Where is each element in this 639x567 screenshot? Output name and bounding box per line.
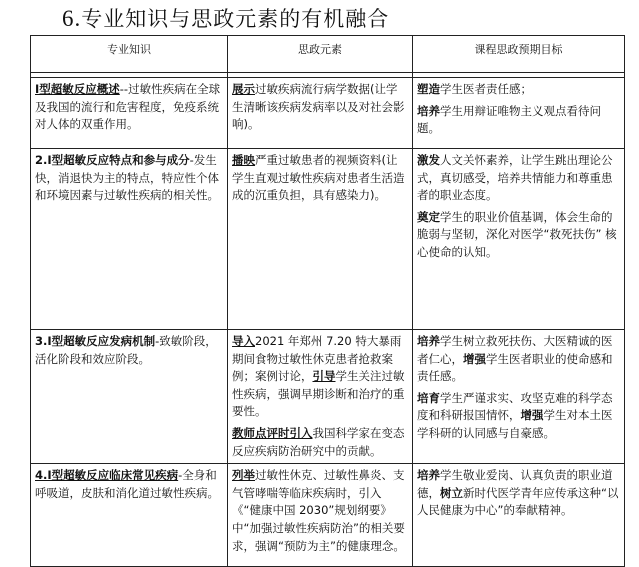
table-row	[31, 78, 625, 149]
element-text: 过敏性休克、过敏性鼻炎、支气管哮喘等临床疾病时，引入《“健康中国 2030”规划纲要》中“加强过敏性疾病防治”的相关要求，强调“预防为主”的健康理念。	[232, 468, 405, 553]
goal-text: 学生医者责任感；	[440, 82, 532, 96]
goal-key: 增强	[463, 351, 486, 366]
goal-cell	[413, 464, 625, 567]
knowledge-text: -发生快，消退快为主的特点，特应性个体和环境因素与过敏性疾病的相关性。	[35, 153, 219, 203]
element-cell	[228, 78, 413, 149]
section-title	[62, 3, 389, 35]
goal-text: 学生树立救死扶伤、大医精诚的医者仁心，	[417, 334, 613, 366]
goal-key: 塑造	[417, 82, 440, 96]
goal-text: 学生严谨求实、攻坚克难的科学态度和科研报国情怀，	[417, 390, 613, 423]
goal-key: 增强	[520, 408, 544, 423]
header-element: 思政元素	[228, 36, 413, 73]
element-text: 严重过敏患者的视频资料(让学生直观过敏性疾病对患者生活造成的沉重负担，具有感染力)。	[232, 153, 405, 203]
goal-key: 培养	[417, 334, 440, 348]
goal-key: 培育	[417, 390, 440, 405]
goal-key: 培养	[417, 468, 440, 483]
goal-cell	[413, 149, 625, 330]
element-text: 学生关注过敏性疾病，强调早期诊断和治疗的重要性。	[232, 369, 405, 419]
element-key: 引导	[312, 369, 336, 384]
goal-cell	[413, 330, 625, 464]
element-key: 导入	[232, 334, 255, 348]
goal-text: 人文关怀素养，让学生跳出理论公式，真切感受，培养共情能力和尊重患者的职业态度。	[417, 153, 613, 203]
table-row	[31, 330, 625, 464]
table-row	[31, 464, 625, 567]
element-key: 播映	[232, 153, 255, 167]
element-text: 2021 年郑州 7.20 特大暴雨期间食物过敏性休克患者抢救案例；案例讨论，	[232, 334, 402, 384]
goal-text: 学生对本土医学科研的认同感与自豪感。	[417, 408, 613, 440]
goal-text: 学生用辩证唯物主义观点看待问题。	[417, 103, 601, 136]
section-heading: 专业知识与思政元素的有机融合	[81, 7, 390, 31]
element-cell	[228, 464, 413, 567]
element-cell	[228, 149, 413, 330]
knowledge-cell	[31, 78, 228, 149]
knowledge-title: Ⅰ型超敏反应概述	[35, 82, 120, 96]
integration-table	[30, 35, 625, 567]
goal-text: 新时代医学青年应传承这种“以人民健康为中心”的奉献精神。	[417, 485, 619, 518]
knowledge-title: 3.Ⅰ型超敏反应发病机制	[35, 334, 156, 348]
knowledge-text: --过敏性疾病在全球及我国的流行和危害程度，免疫系统对人体的双重作用。	[35, 82, 221, 132]
table-row	[31, 149, 625, 330]
header-knowledge: 专业知识	[31, 36, 228, 73]
knowledge-title: 2.Ⅰ型超敏反应特点和参与成分	[35, 153, 190, 167]
goal-text: 学生医者职业的使命感和责任感。	[417, 351, 613, 384]
knowledge-cell	[31, 149, 228, 330]
element-key: 教师点评时引入	[232, 425, 313, 440]
table-header-row	[31, 36, 625, 73]
knowledge-cell	[31, 464, 228, 567]
goal-text: 学生敬业爱岗、认真负责的职业道德，	[417, 468, 613, 500]
element-text: 我国科学家在变态反应疾病防治研究中的贡献。	[232, 425, 405, 458]
goal-text: 学生的职业价值基调，体会生命的脆弱与坚韧，深化对医学“救死扶伤” 核心使命的认知。	[417, 209, 617, 259]
knowledge-cell	[31, 330, 228, 464]
goal-key: 树立	[440, 485, 463, 500]
element-text: 过敏疾病流行病学数据(让学生清晰该疾病发病率以及对社会影响)。	[232, 82, 405, 132]
section-number: 6.	[62, 6, 82, 31]
header-goal: 课程思政预期目标	[413, 36, 625, 73]
goal-key: 奠定	[417, 209, 440, 224]
goal-key: 激发	[417, 153, 440, 167]
knowledge-text: -全身和呼吸道，皮肤和消化道过敏性疾病。	[35, 468, 219, 500]
knowledge-text: -致敏阶段，活化阶段和效应阶段。	[35, 334, 217, 366]
element-key: 列举	[232, 468, 255, 483]
goal-cell	[413, 78, 625, 149]
knowledge-title: 4.Ⅰ型超敏反应临床常见疾病	[35, 468, 179, 483]
element-key: 展示	[232, 82, 255, 96]
goal-key: 培养	[417, 103, 440, 118]
element-cell	[228, 330, 413, 464]
